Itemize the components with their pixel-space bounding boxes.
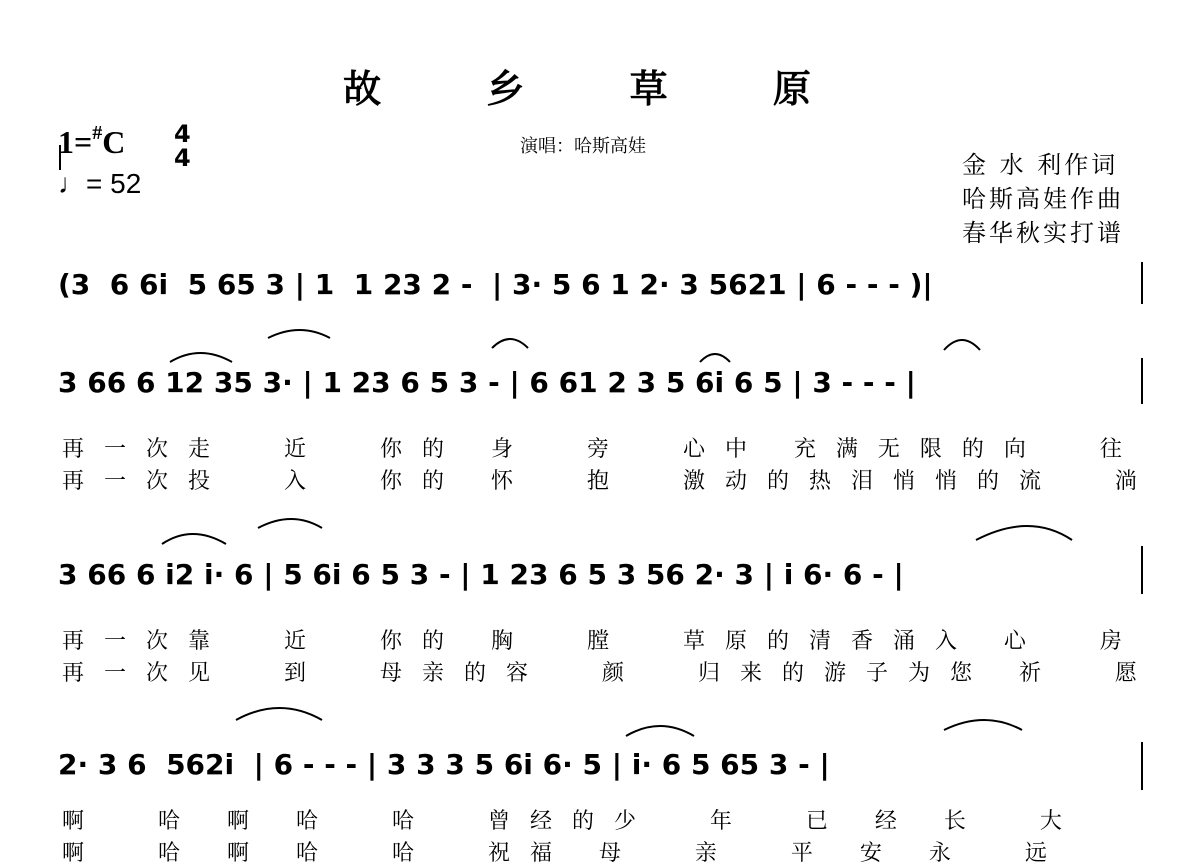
slur-arc [944, 720, 1022, 730]
lyric-line-2a: 再一次走 近 你的 身 旁 心中 充满无限的向 往 [62, 437, 1142, 462]
slur-arc [626, 726, 694, 736]
tempo-marking: ♩= 52 [58, 168, 142, 199]
key-signature: 1=#C [58, 122, 126, 160]
notation-line-2: 3 66 6 12 35 3· | 1 23 6 5 3 - | 6 61 2 3 5 6i 6 5 | 3 - - - | [58, 366, 916, 399]
lyric-line-4b: 啊 哈 啊 哈 哈 祝福 母 亲 平 安 永 远 [62, 841, 1067, 866]
slur-arc [236, 708, 322, 720]
lyric-line-2b: 再一次投 入 你的 怀 抱 激动的热泪悄悄的流 淌 [62, 469, 1157, 494]
slur-arc [258, 519, 322, 528]
quarter-note-icon: ♩ [58, 168, 86, 199]
lyric-line-3b: 再一次见 到 母亲的容 颜 归来的游子为您 祈 愿 [62, 661, 1157, 686]
singer-label: 演唱：哈斯高娃 [520, 136, 646, 157]
notation-line-1: (3 6 6i 5 65 3 | 1 1 23 2 - | 3· 5 6 1 2· 3 5621 | 6 - - - )| [58, 268, 933, 301]
slur-arc [700, 354, 730, 362]
slur-arc [976, 526, 1072, 540]
song-title: 故 乡 草 原 [343, 66, 857, 111]
slur-arc [492, 339, 528, 348]
slur-arc [268, 330, 330, 338]
lyric-line-3a: 再一次靠 近 你的 胸 膛 草原的清香涌入 心 房 [62, 629, 1142, 654]
notation-line-4: 2· 3 6 562i | 6 - - - | 3 3 3 5 6i 6· 5 | i· 6 5 65 3 - | [58, 748, 830, 781]
slur-arc [944, 340, 980, 350]
slur-arc [162, 534, 226, 544]
lyric-line-4a: 啊 哈 啊 哈 哈 曾经的少 年 已 经 长 大 [62, 809, 1082, 834]
transcriber: 春华秋实打谱 [962, 219, 1124, 247]
composer: 哈斯高娃作曲 [962, 185, 1124, 213]
notation-line-3: 3 66 6 i2 i· 6 | 5 6i 6 5 3 - | 1 23 6 5 3 56 2· 3 | i 6· 6 - | [58, 558, 904, 591]
lyricist: 金 水 利作词 [962, 151, 1119, 179]
slur-arc [170, 353, 232, 362]
time-signature: 4 4 [174, 120, 191, 172]
